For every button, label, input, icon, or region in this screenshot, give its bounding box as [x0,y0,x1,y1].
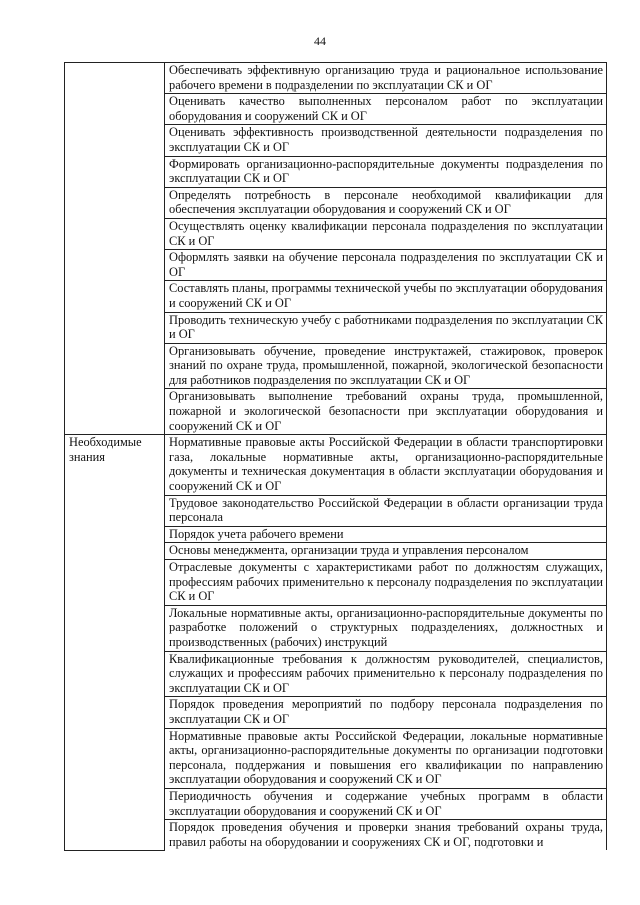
requirement-item: Основы менеджмента, организации труда и управления персоналом [165,543,607,560]
section-label-knowledge: Необходимые знания [65,435,165,851]
page-number: 44 [314,34,326,48]
section-label-skills [65,63,165,435]
table-row [65,63,607,94]
requirement-item: Порядок учета рабочего времени [165,526,607,543]
requirements-table [64,62,607,851]
requirement-item: Оформлять заявки на обучение персонала подразделения по эксплуатации СК и ОГ [165,250,607,281]
requirement-item: Порядок проведения обучения и проверки знания требований охраны труда, правил работы на оборудовании и сооружениях СК и ОГ, подготовки и [165,820,607,851]
table-row [65,435,607,495]
requirement-item: Формировать организационно-распорядительные документы подразделения по эксплуатации СК и ОГ [165,156,607,187]
requirement-item: Нормативные правовые акты Российской Федерации, локальные нормативные акты, организационно-распорядительные документы по организации подготовки персонала, поддержания и повышения его квалификации по направлению эксплуатации оборудования и сооружений СК и ОГ [165,728,607,788]
requirement-item: Оценивать качество выполненных персоналом работ по эксплуатации оборудования и сооружений СК и ОГ [165,94,607,125]
requirement-item: Порядок проведения мероприятий по подбору персонала подразделения по эксплуатации СК и ОГ [165,697,607,728]
requirement-item: Составлять планы, программы технической учебы по эксплуатации оборудования и сооружений СК и ОГ [165,281,607,312]
requirement-item: Отраслевые документы с характеристиками работ по должностям служащих, профессиям рабочих применительно к персоналу подразделения по эксплуатации СК и ОГ [165,560,607,606]
requirement-item: Организовывать обучение, проведение инструктажей, стажировок, проверок знаний по охране труда, промышленной, пожарной, экологической безопасности для работников подразделения по эксплуатации СК и ОГ [165,343,607,389]
requirement-item: Нормативные правовые акты Российской Федерации в области транспортировки газа, локальные нормативные акты, организационно-распорядительные документы и техническая документация в области эксплуатации оборудования и сооружений СК и ОГ [165,435,607,495]
requirement-item: Организовывать выполнение требований охраны труда, промышленной, пожарной и экологической безопасности при эксплуатации оборудования и сооружений СК и ОГ [165,389,607,435]
requirement-item: Определять потребность в персонале необходимой квалификации для обеспечения эксплуатации оборудования и сооружений СК и ОГ [165,187,607,218]
requirement-item: Оценивать эффективность производственной деятельности подразделения по эксплуатации СК и ОГ [165,125,607,156]
requirement-item: Проводить техническую учебу с работниками подразделения по эксплуатации СК и ОГ [165,312,607,343]
requirement-item: Периодичность обучения и содержание учебных программ в области эксплуатации оборудования и сооружений СК и ОГ [165,788,607,819]
requirement-item: Обеспечивать эффективную организацию труда и рациональное использование рабочего времени в подразделении по эксплуатации СК и ОГ [165,63,607,94]
requirement-item: Локальные нормативные акты, организационно-распорядительные документы по разработке положений о структурных подразделениях, должностных и производственных (рабочих) инструкций [165,605,607,651]
requirement-item: Осуществлять оценку квалификации персонала подразделения по эксплуатации СК и ОГ [165,218,607,249]
requirement-item: Квалификационные требования к должностям руководителей, специалистов, служащих и профессиям рабочих применительно к персоналу подразделения по эксплуатации СК и ОГ [165,651,607,697]
requirement-item: Трудовое законодательство Российской Федерации в области организации труда персонала [165,495,607,526]
